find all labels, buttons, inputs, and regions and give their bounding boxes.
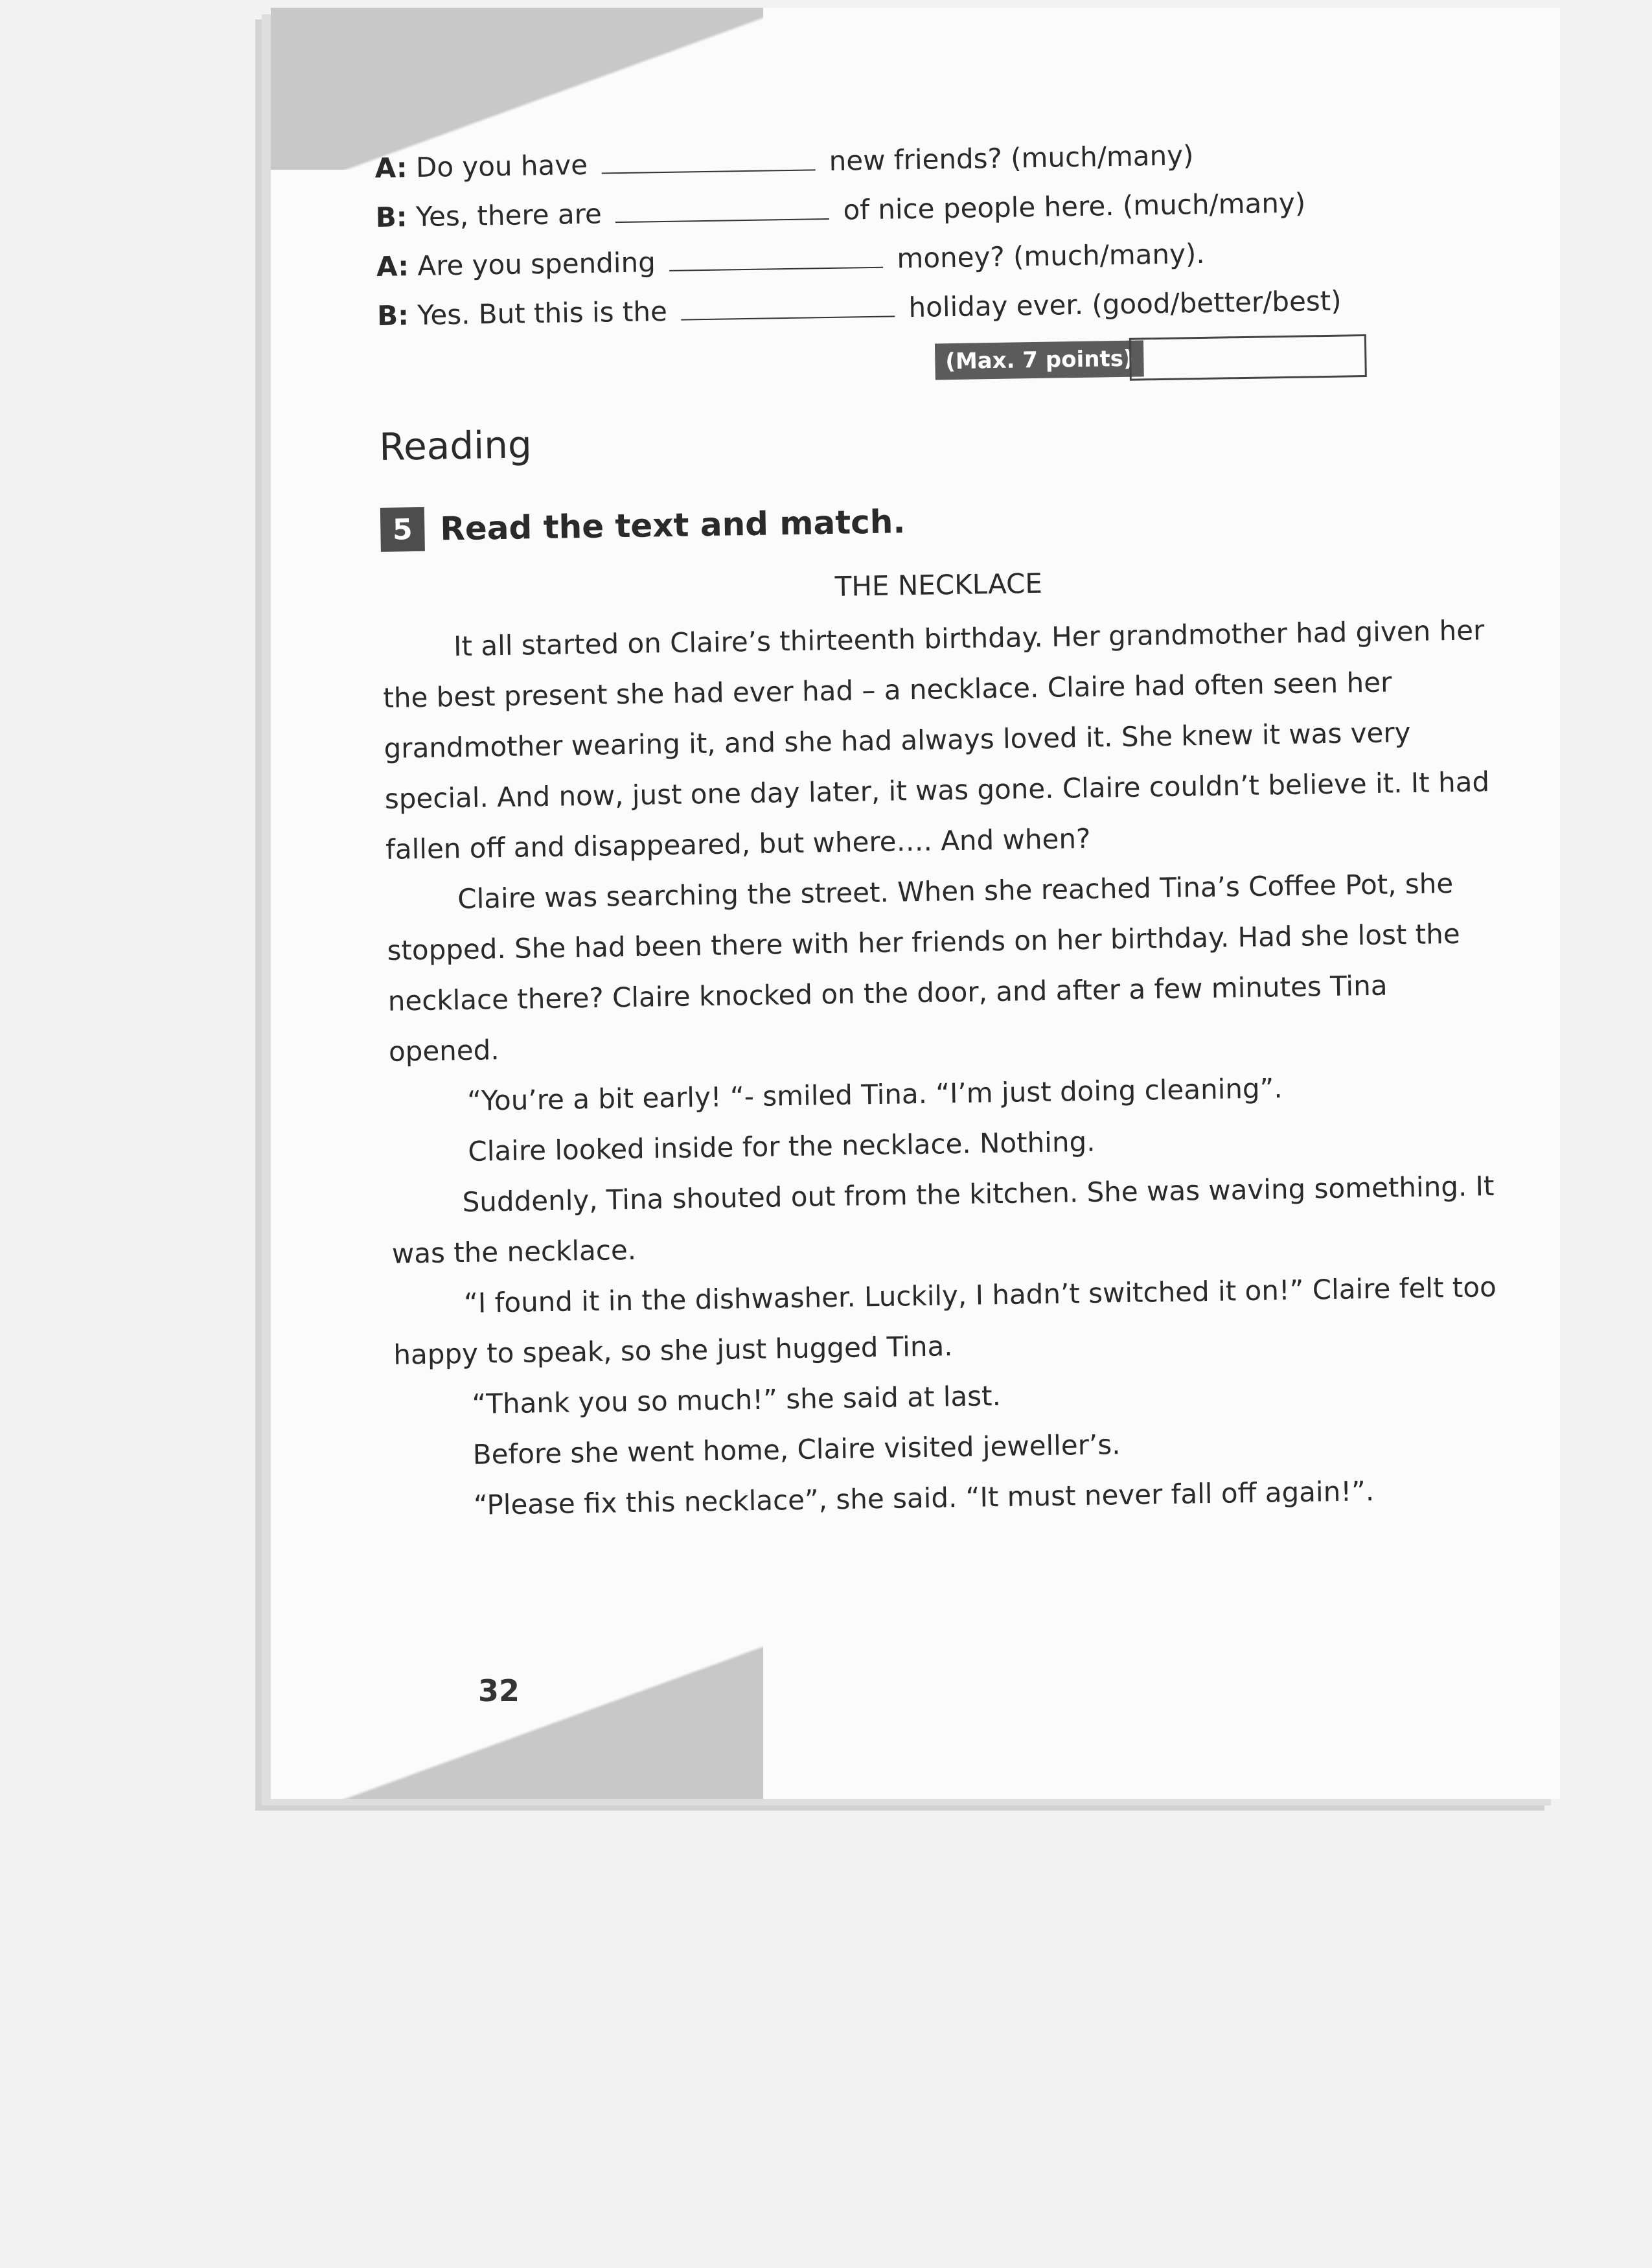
workbook-page — [271, 8, 1560, 1799]
score-box[interactable] — [1129, 334, 1367, 381]
story-paragraph: Claire looked inside for the necklace. Nothing. — [468, 1125, 1096, 1167]
story-paragraph: “Thank you so much!” she said at last. — [472, 1380, 1002, 1420]
answer-blank[interactable] — [601, 150, 815, 174]
task-instruction: Read the text and match. — [439, 503, 906, 548]
task-header — [380, 490, 1495, 552]
story-paragraph: “You’re a bit early! “- smiled Tina. “I’m just doing cleaning”. — [466, 1072, 1283, 1117]
story-paragraph: Suddenly, Tina shouted out from the kitchen. She was waving something. It was the necklace. — [391, 1170, 1495, 1270]
story-paragraph: It all started on Claire’s thirteenth birthday. Her grandmother had given her the best present she had ever had – a necklace. Claire had often seen her grandmother wearing it, and she had always loved it. She knew it was very special. And now, just one day later, it was gone. Claire couldn’t believe it. It had fallen off and disappeared, but where…. And when? — [383, 614, 1490, 865]
speaker-label: B: — [376, 299, 409, 332]
dialogue-text: holiday ever. (good/better/best) — [908, 284, 1342, 324]
dialogue-text: money? (much/many). — [897, 237, 1206, 275]
page-corner-decoration-bottom — [271, 1644, 763, 1799]
story-paragraph: Before she went home, Claire visited jeweller’s. — [472, 1428, 1121, 1471]
dialogue-text: Yes, there are — [415, 198, 602, 233]
task-number: 5 — [380, 507, 425, 552]
story-title: THE NECKLACE — [834, 567, 1043, 602]
story-paragraph: “Please fix this necklace”, she said. “It must never fall off again!”. — [473, 1475, 1375, 1521]
story-paragraph: Claire was searching the street. When she reached Tina’s Coffee Pot, she stopped. She had been there with her friends on her birthday. Had she lost the necklace there? Claire knocked on the door, and after a few minutes Tina opened. — [387, 867, 1460, 1068]
answer-blank[interactable] — [681, 296, 895, 320]
story-text — [382, 605, 1511, 1532]
exercise-dialogue — [374, 126, 1492, 341]
speaker-label: A: — [374, 152, 408, 184]
speaker-label: B: — [375, 201, 407, 233]
page-content — [374, 126, 1510, 1532]
dialogue-text: Are you spending — [417, 246, 656, 282]
section-title: Reading — [378, 422, 533, 469]
dialogue-text: of nice people here. (much/many) — [843, 187, 1306, 226]
story-paragraph: “I found it in the dishwasher. Luckily, I hadn’t switched it on!” Claire felt too happy to speak, so she just hugged Tina. — [393, 1271, 1497, 1371]
dialogue-text: Do you have — [415, 148, 588, 183]
page-number: 32 — [478, 1673, 520, 1708]
dialogue-text: Yes. But this is the — [417, 295, 668, 331]
dialogue-text: new friends? (much/many) — [829, 139, 1194, 177]
speaker-label: A: — [376, 250, 409, 282]
max-points-badge: (Max. 7 points) — [935, 340, 1144, 380]
answer-blank[interactable] — [669, 247, 883, 271]
answer-blank[interactable] — [615, 199, 829, 223]
